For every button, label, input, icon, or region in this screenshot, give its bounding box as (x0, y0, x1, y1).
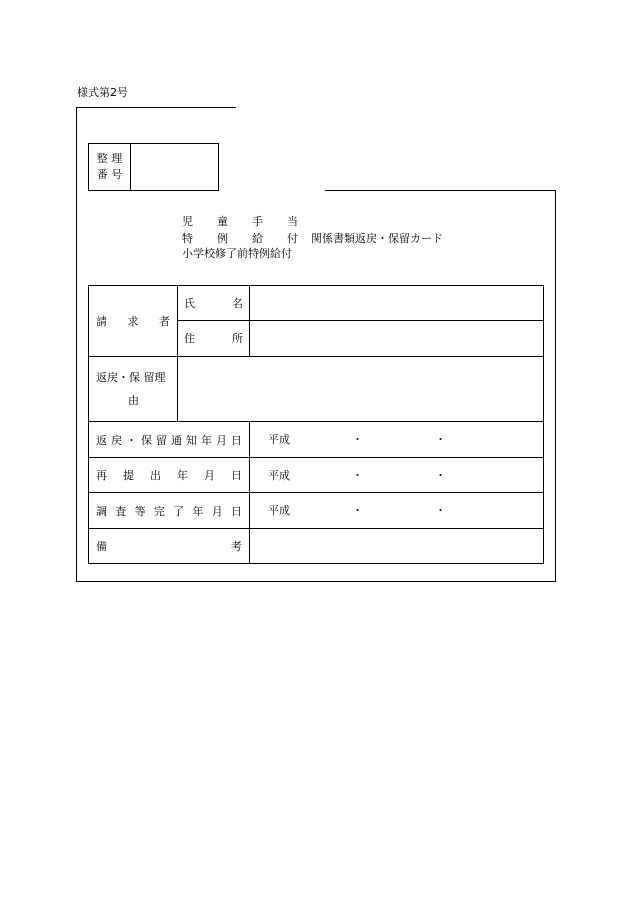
name-value[interactable] (250, 286, 544, 321)
name-label-cell (178, 286, 250, 321)
seiri-bango-label (89, 144, 131, 191)
title-line1 (182, 215, 298, 228)
applicant-label-cell (89, 286, 178, 357)
title-line2-suffix: 関係書類返戻・保留カード (311, 232, 443, 245)
label-char: 通 (171, 433, 182, 447)
investigation-date-label (96, 503, 242, 519)
label-char: 戻 (111, 433, 122, 447)
name-label (184, 295, 243, 311)
reason-label-cell (89, 356, 178, 421)
title-line2-char: 付 (287, 232, 298, 245)
title-line2-char: 特 (182, 232, 193, 245)
reason-label-line2: 由 (128, 393, 139, 407)
label-char: 査 (115, 504, 127, 518)
remarks-label-cell (89, 528, 250, 563)
frame-bottom (76, 581, 556, 582)
date-separator: ・ (435, 469, 446, 483)
title-line1-char: 手 (252, 215, 263, 228)
reason-value[interactable] (178, 356, 544, 421)
label-char: 等 (134, 504, 146, 518)
date-row-resubmit (89, 458, 544, 493)
title-line3: 小学校修了前特例給付 (182, 247, 292, 260)
label-char: 再 (96, 469, 107, 483)
date-separator: ・ (352, 504, 363, 518)
label-char: 日 (231, 469, 242, 483)
remarks-value[interactable] (250, 528, 544, 563)
address-label (184, 330, 243, 346)
label-char: 月 (216, 433, 227, 447)
remarks-label-char: 考 (231, 539, 242, 553)
era-label: 平成 (268, 432, 290, 446)
seiri-bango-box (88, 143, 219, 191)
era-label: 平成 (268, 504, 290, 518)
title-line2-char: 例 (217, 232, 228, 245)
label-char: 出 (150, 469, 161, 483)
label-char: 完 (153, 504, 165, 518)
address-label-char: 住 (184, 332, 195, 346)
frame-right (555, 190, 556, 582)
name-label-char: 名 (232, 297, 243, 311)
era-label: 平成 (268, 469, 290, 483)
date-separator: ・ (435, 504, 446, 518)
label-char: 年 (201, 433, 212, 447)
seiri-bango-label-line2: 番 号 (96, 168, 123, 181)
frame-top-left (76, 107, 236, 108)
resubmit-date-value[interactable] (250, 458, 544, 493)
resubmit-date-label (96, 467, 242, 483)
resubmit-date-label-cell (89, 458, 250, 493)
applicant-label-char: 請 (96, 314, 107, 328)
label-char: 月 (211, 504, 223, 518)
date-row-notice (89, 421, 544, 457)
label-char: 月 (204, 469, 215, 483)
date-separator: ・ (352, 432, 363, 446)
label-char: 留 (156, 433, 167, 447)
date-separator: ・ (435, 432, 446, 446)
main-table (88, 285, 544, 564)
title-line2-char: 給 (252, 232, 263, 245)
label-char: 日 (230, 504, 242, 518)
label-char: 日 (231, 433, 242, 447)
title-line1-char: 児 (182, 215, 193, 228)
applicant-label-char: 求 (127, 314, 139, 328)
label-char: 調 (96, 504, 107, 518)
name-label-char: 氏 (184, 297, 195, 311)
reason-label-line1: 返戻・保 留理 (96, 370, 166, 384)
frame-top-right (325, 190, 556, 191)
address-label-char: 所 (232, 332, 243, 346)
applicant-label (96, 313, 170, 329)
label-char: 了 (173, 504, 185, 518)
date-separator: ・ (352, 469, 363, 483)
investigation-date-label-cell (89, 493, 250, 528)
label-char: 知 (186, 433, 197, 447)
frame-left (76, 107, 77, 582)
title-line1-char: 童 (217, 215, 228, 228)
label-char: 年 (177, 469, 188, 483)
notice-date-value[interactable] (250, 421, 544, 457)
remarks-label (96, 538, 242, 554)
label-char: 提 (123, 469, 134, 483)
label-char: ・ (126, 433, 137, 447)
remarks-label-char: 備 (96, 539, 107, 553)
investigation-date-value[interactable] (250, 493, 544, 528)
seiri-bango-label-line1: 整 理 (96, 152, 123, 165)
notice-date-label (96, 432, 242, 448)
address-label-cell (178, 321, 250, 356)
address-value[interactable] (250, 321, 544, 356)
notice-date-label-cell (89, 421, 250, 457)
title-line2 (182, 232, 298, 245)
form-number: 様式第2号 (77, 86, 128, 99)
label-char: 保 (141, 433, 152, 447)
label-char: 年 (192, 504, 204, 518)
seiri-bango-value[interactable] (131, 144, 219, 191)
applicant-label-char: 者 (159, 314, 170, 328)
date-row-investigation (89, 493, 544, 528)
title-line1-char: 当 (287, 215, 298, 228)
label-char: 返 (96, 433, 107, 447)
